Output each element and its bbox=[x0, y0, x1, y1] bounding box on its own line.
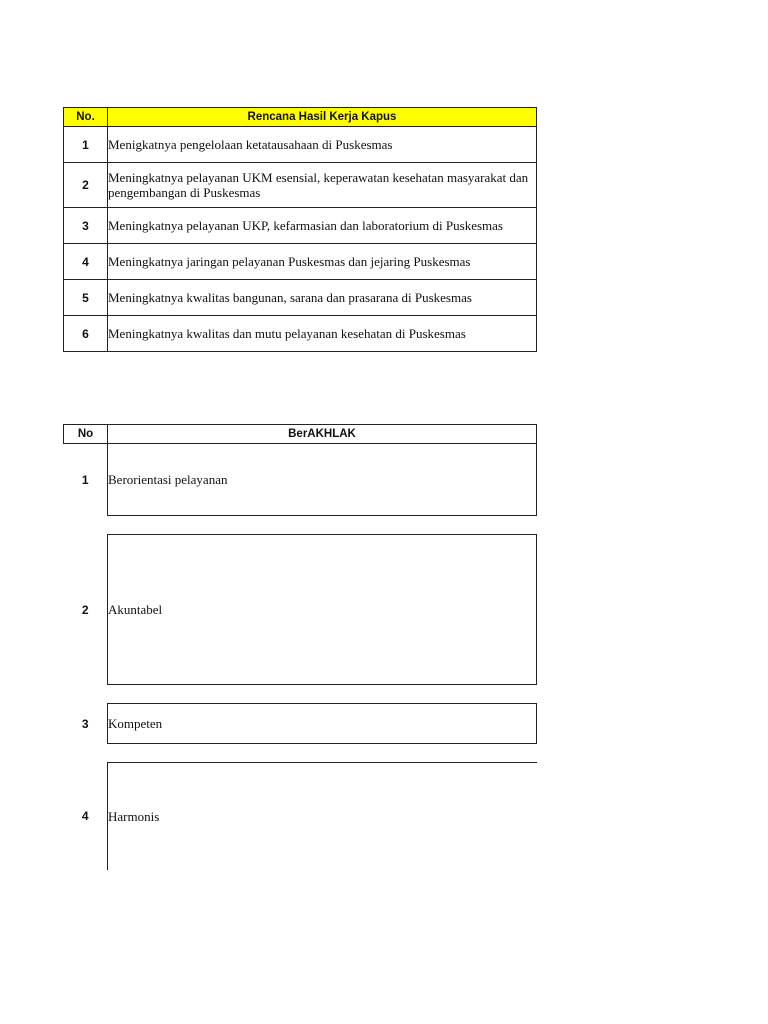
berakhlak-table bbox=[63, 424, 537, 870]
column-header-rencana: Rencana Hasil Kerja Kapus bbox=[108, 108, 537, 127]
row-text: Akuntabel bbox=[108, 535, 537, 685]
row-spacer bbox=[64, 516, 537, 535]
table-row bbox=[64, 704, 537, 744]
row-number: 5 bbox=[64, 280, 108, 316]
table-header-row bbox=[64, 425, 537, 444]
table-row bbox=[64, 208, 537, 244]
row-spacer bbox=[64, 685, 537, 704]
row-text: Meningkatnya kwalitas bangunan, sarana dan prasarana di Puskesmas bbox=[108, 280, 537, 316]
table-row bbox=[64, 127, 537, 163]
table-row bbox=[64, 444, 537, 516]
table-row bbox=[64, 244, 537, 280]
row-number: 4 bbox=[64, 244, 108, 280]
row-text: Meningkatnya pelayanan UKP, kefarmasian dan laboratorium di Puskesmas bbox=[108, 208, 537, 244]
row-number: 3 bbox=[64, 208, 108, 244]
table-row bbox=[64, 316, 537, 352]
column-header-berakhlak: BerAKHLAK bbox=[108, 425, 537, 444]
row-text: Harmonis bbox=[108, 763, 537, 870]
row-text: Kompeten bbox=[108, 704, 537, 744]
row-text: Meningkatnya jaringan pelayanan Puskesmas dan jejaring Puskesmas bbox=[108, 244, 537, 280]
row-number: 4 bbox=[81, 809, 89, 823]
rencana-hasil-kerja-table bbox=[63, 107, 537, 352]
row-text: Meningkatnya pelayanan UKM esensial, keperawatan kesehatan masyarakat dan pengembangan di Puskesmas bbox=[108, 163, 537, 208]
row-spacer bbox=[64, 744, 537, 763]
table-row bbox=[64, 163, 537, 208]
table-row bbox=[64, 535, 537, 685]
table-row bbox=[64, 763, 537, 870]
row-number: 3 bbox=[81, 716, 89, 731]
row-number: 2 bbox=[64, 163, 108, 208]
row-number: 6 bbox=[64, 316, 108, 352]
row-number: 1 bbox=[81, 472, 89, 487]
column-header-no: No bbox=[64, 425, 108, 444]
column-header-no: No. bbox=[64, 108, 108, 127]
table-row bbox=[64, 280, 537, 316]
table-header-row bbox=[64, 108, 537, 127]
row-number: 1 bbox=[64, 127, 108, 163]
row-number: 2 bbox=[81, 602, 89, 617]
row-text: Berorientasi pelayanan bbox=[108, 444, 537, 516]
row-text: Menigkatnya pengelolaan ketatausahaan di Puskesmas bbox=[108, 127, 537, 163]
row-text: Meningkatnya kwalitas dan mutu pelayanan kesehatan di Puskesmas bbox=[108, 316, 537, 352]
